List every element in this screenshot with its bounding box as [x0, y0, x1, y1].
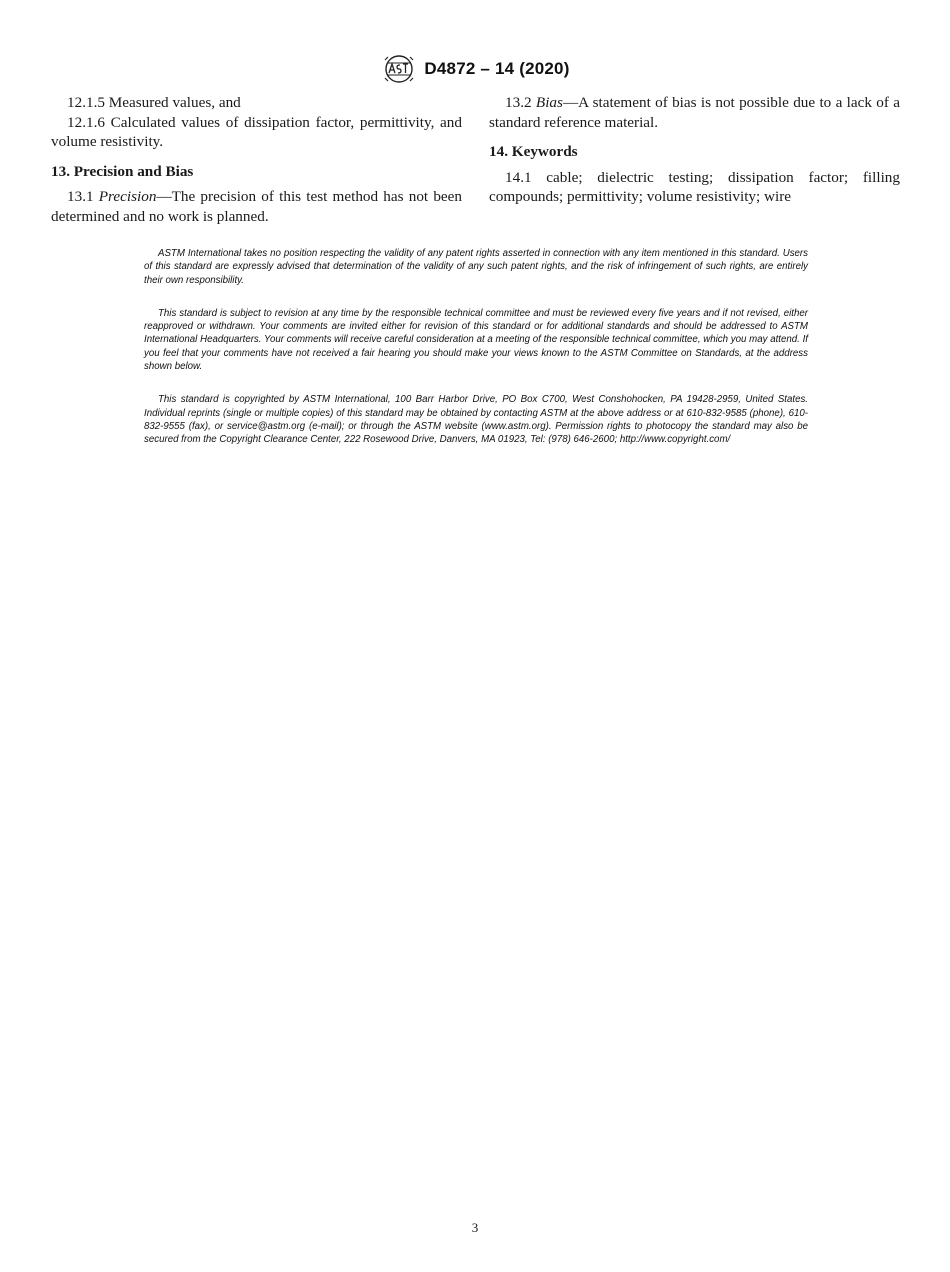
item-12-1-5: 12.1.5 Measured values, and	[67, 94, 241, 111]
left-column	[51, 93, 462, 226]
item-14-1: 14.1 cable; dielectric testing; dissipation factor; filling compounds; permittivity; volume resistivity; wire	[489, 168, 900, 205]
patent-notice: ASTM International takes no position respecting the validity of any patent rights asserted in connection with any item mentioned in this standard. Users of this standard are expressly advised that determination of the validity of any such patent rights, and the risk of infringement of such rights, are entirely their own responsibility.	[144, 248, 808, 286]
astm-notices	[144, 247, 808, 467]
right-column	[489, 93, 900, 207]
astm-logo-icon	[380, 54, 418, 84]
section-13-heading: 13. Precision and Bias	[51, 162, 194, 180]
item-13-2	[489, 93, 900, 132]
page-number: 3	[471, 1220, 479, 1235]
item-12-1-6: 12.1.6 Calculated values of dissipation factor, permittivity, and volume resistivity.	[51, 113, 462, 150]
item-13-2-number: 13.2	[505, 94, 532, 111]
item-13-1	[51, 187, 462, 226]
item-13-1-term: Precision	[98, 188, 157, 205]
document-designation: D4872 – 14 (2020)	[424, 59, 570, 78]
page-header	[0, 54, 950, 84]
item-13-1-text: —The precision of this test method has not been determined and no work is planned.	[51, 188, 463, 225]
item-13-2-term: Bias	[535, 94, 563, 111]
item-13-1-number: 13.1	[67, 188, 94, 205]
revision-notice: This standard is subject to revision at any time by the responsible technical committee and must be reviewed every five years and if not revised, either reapproved or withdrawn. Your comments are invited either for revision of this standard or for additional standards and should be addressed to ASTM International Headquarters. Your comments will receive careful consideration at a meeting of the responsible technical committee, which you may attend. If you feel that your comments have not received a fair hearing you should make your views known to the ASTM Committee on Standards, at the address shown below.	[144, 307, 808, 373]
section-14-heading: 14. Keywords	[489, 143, 578, 160]
copyright-notice: This standard is copyrighted by ASTM International, 100 Barr Harbor Drive, PO Box C700, West Conshohocken, PA 19428-2959, United States. Individual reprints (single or multiple copies) of this standard may be obtained by contacting ASTM at the above address or at 610-832-9585 (phone), 610-832-9555 (fax), or service@astm.org (e-mail); or through the ASTM website (www.astm.org). Permission rights to photocopy the standard may also be secured from the Copyright Clearance Center, 222 Rosewood Drive, Danvers, MA 01923, Tel: (978) 646-2600; http://www.copyright.com/	[144, 394, 808, 446]
item-13-2-text: —A statement of bias is not possible due to a lack of a standard reference material.	[489, 94, 901, 131]
